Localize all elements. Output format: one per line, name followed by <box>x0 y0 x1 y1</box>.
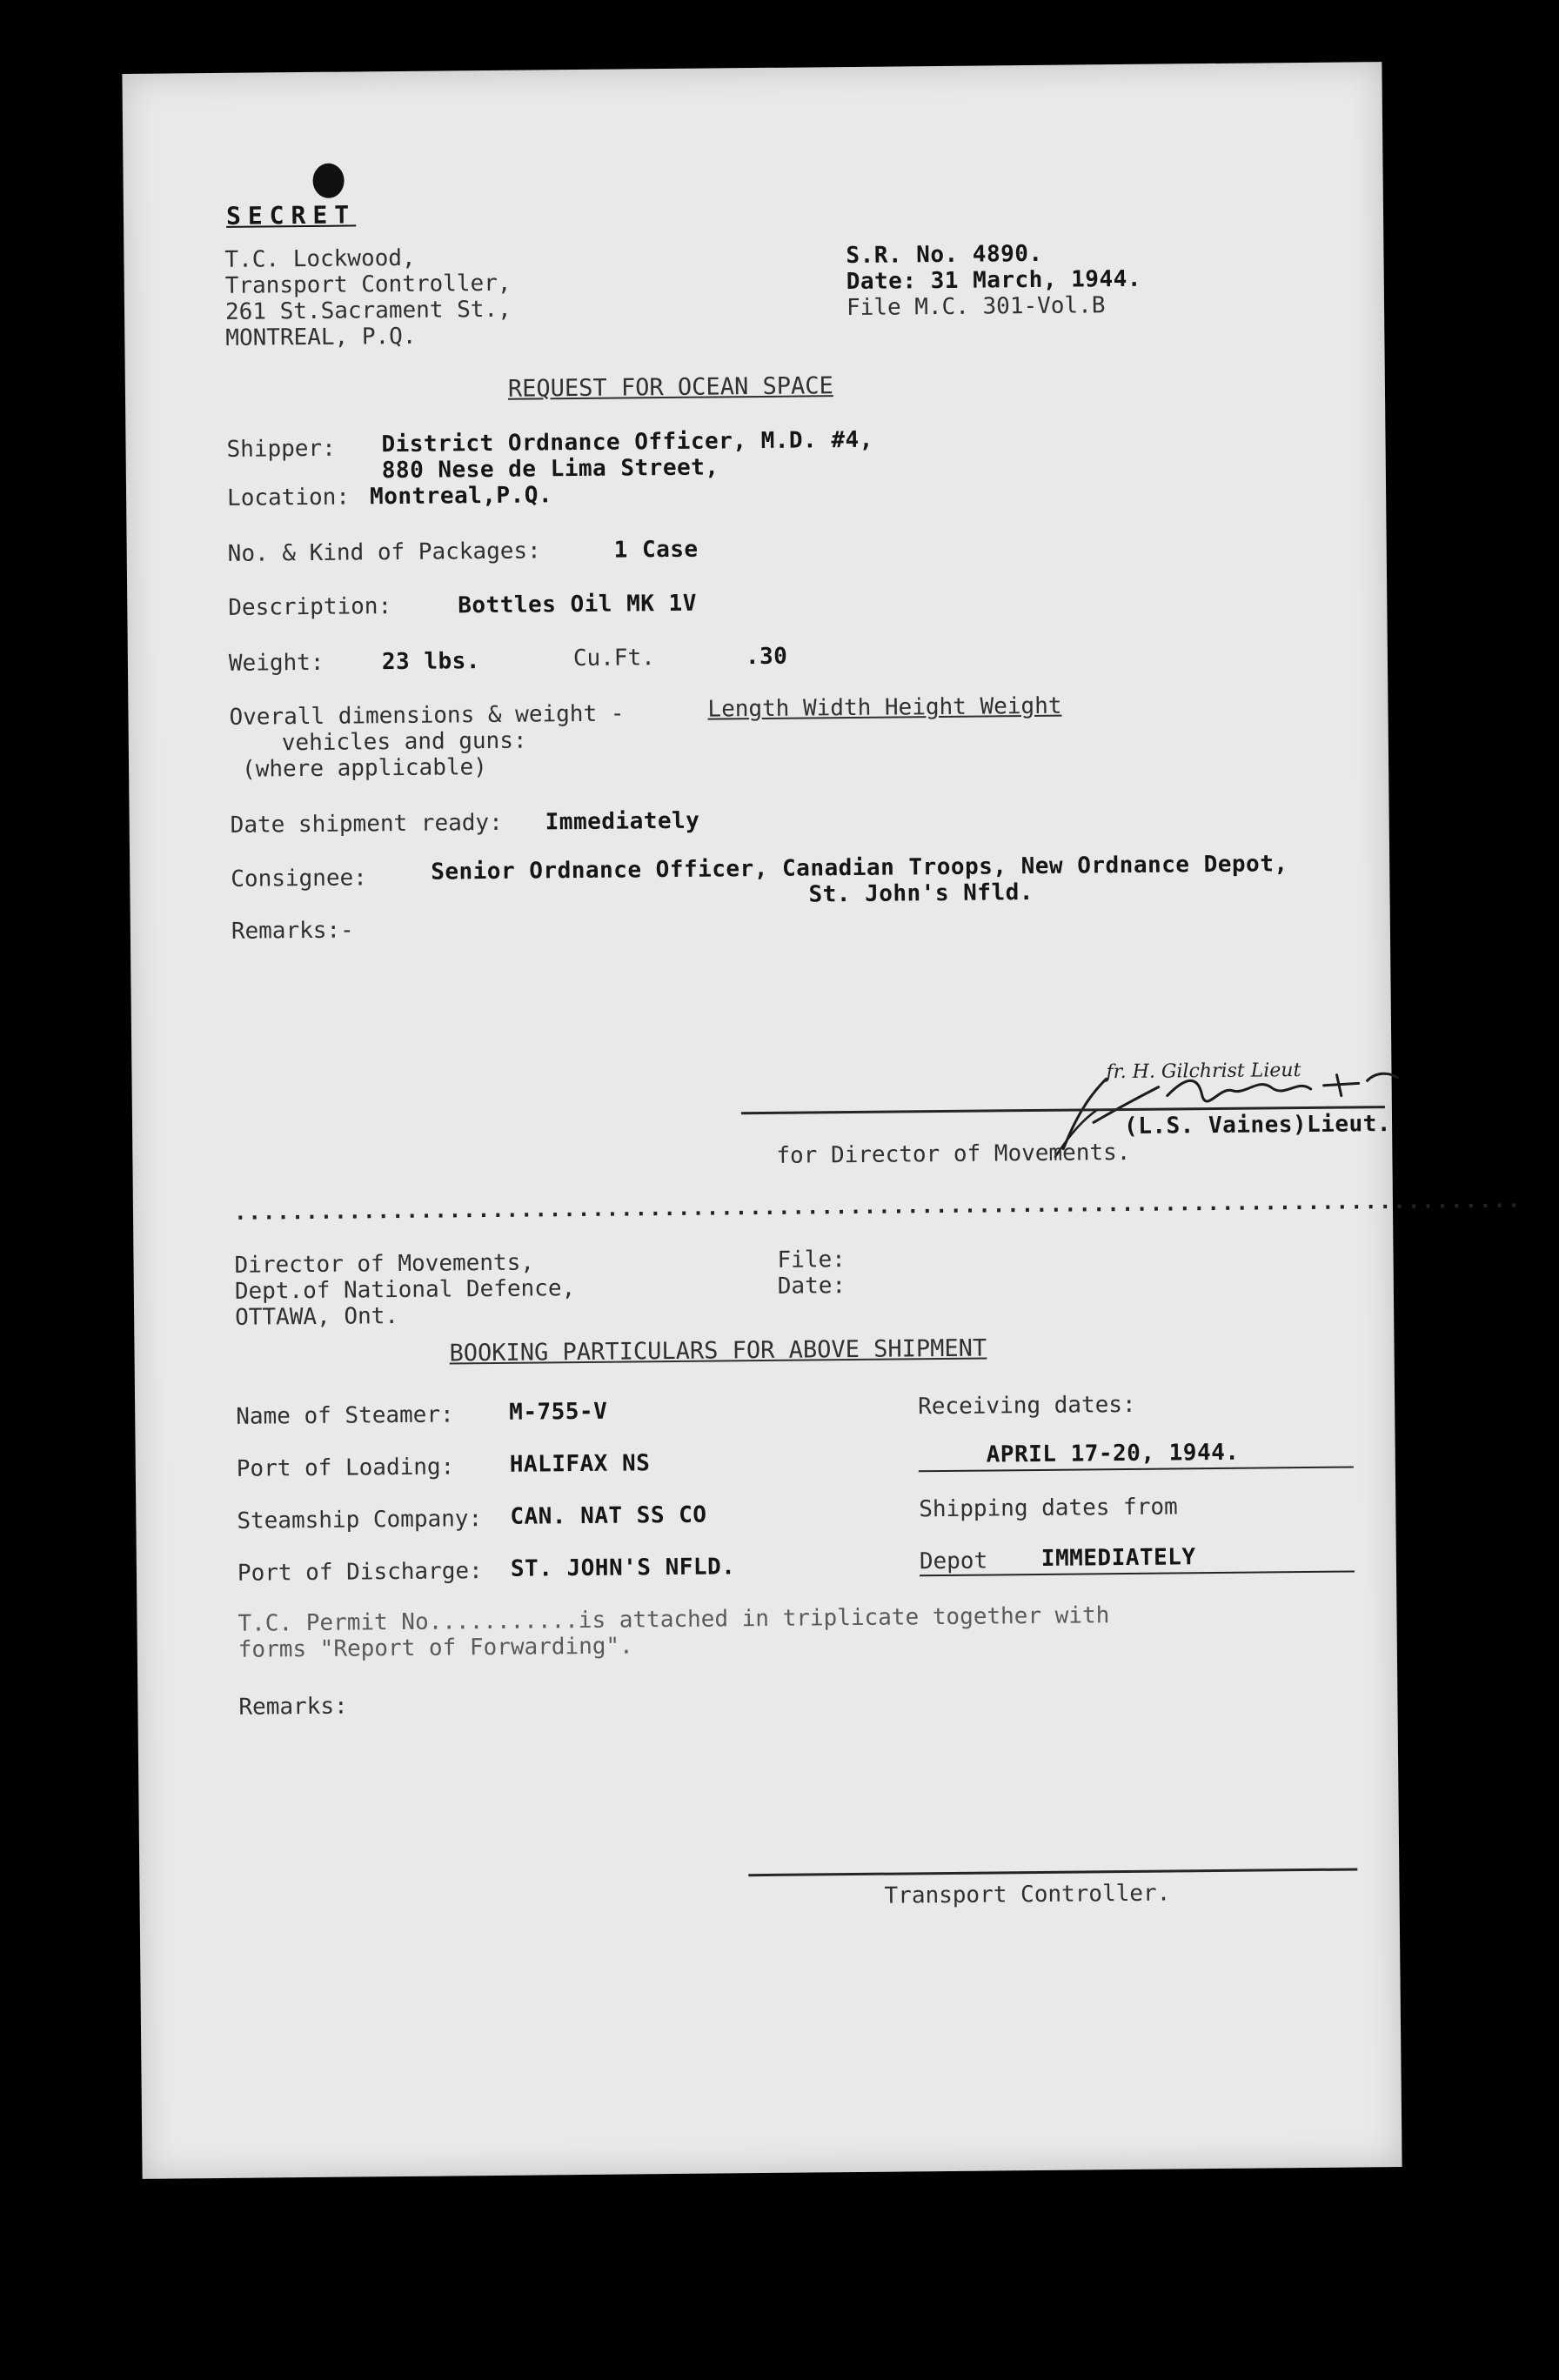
file-reference: File M.C. 301-Vol.B <box>846 292 1106 322</box>
reference-number: S.R. No. 4890. <box>846 240 1043 270</box>
booking-remarks-label: Remarks: <box>238 1693 348 1721</box>
booking-file-label: File: <box>777 1247 846 1274</box>
document-date: Date: 31 March, 1944. <box>846 265 1142 296</box>
request-title: REQUEST FOR OCEAN SPACE <box>507 372 833 403</box>
location-label: Location: <box>226 484 351 511</box>
description-label: Description: <box>228 593 392 621</box>
location-value: Montreal,P.Q. <box>369 482 553 511</box>
sender-line-1: T.C. Lockwood, <box>224 244 416 273</box>
shipping-dates-label: Shipping dates from <box>919 1494 1178 1523</box>
steamship-company-label: Steamship Company: <box>237 1506 483 1534</box>
discharge-port-value: ST. JOHN'S NFLD. <box>510 1554 736 1582</box>
ready-date-value: Immediately <box>545 807 700 836</box>
consignee-label: Consignee: <box>231 865 367 892</box>
document-page <box>122 62 1522 2179</box>
packages-label: No. & Kind of Packages: <box>227 538 541 567</box>
receiving-dates-label: Receiving dates: <box>918 1391 1136 1421</box>
ready-date-label: Date shipment ready: <box>230 809 503 839</box>
separator-dotted-line: .......................................................................................... <box>233 1187 1522 1225</box>
sender-line-4: MONTREAL, P.Q. <box>225 323 417 351</box>
cubic-feet-label: Cu.Ft. <box>572 645 655 672</box>
handwritten-signature-text: fr. H. Gilchrist Lieut <box>1106 1060 1301 1084</box>
sender-line-2: Transport Controller, <box>224 270 512 299</box>
transport-controller-label: Transport Controller. <box>884 1880 1171 1909</box>
steamer-label: Name of Steamer: <box>236 1401 454 1430</box>
punch-hole <box>312 164 344 198</box>
steamship-company-value: CAN. NAT SS CO <box>510 1501 707 1530</box>
steamer-value: M-755-V <box>509 1398 608 1426</box>
weight-label: Weight: <box>228 649 325 677</box>
recipient-line-1: Director of Movements, <box>234 1249 535 1279</box>
permit-line-2: forms "Report of Forwarding". <box>238 1633 633 1663</box>
shipper-value-line-2: 880 Nese de Lima Street, <box>381 454 719 485</box>
overall-dimensions-label: Overall dimensions & weight - <box>229 700 625 731</box>
for-director-line: for Director of Movements. <box>776 1139 1131 1169</box>
signatory-name: (L.S. Vaines)Lieut. <box>1123 1111 1392 1140</box>
sender-line-3: 261 St.Sacrament St., <box>224 296 512 325</box>
booking-date-label: Date: <box>777 1273 846 1300</box>
permit-line-1: T.C. Permit No...........is attached in triplicate together with <box>238 1602 1110 1637</box>
packages-value: 1 Case <box>613 536 699 564</box>
applicable-line: (where applicable) <box>241 754 487 783</box>
consignee-value-line-1: Senior Ordnance Officer, Canadian Troops, New Ordnance Depot, <box>431 851 1288 886</box>
shipper-label: Shipper: <box>226 435 336 463</box>
vehicles-line: vehicles and guns: <box>281 727 527 757</box>
discharge-port-label: Port of Discharge: <box>237 1558 483 1587</box>
recipient-line-2: Dept.of National Defence, <box>234 1275 576 1305</box>
shipper-value-line-1: District Ordnance Officer, M.D. #4, <box>381 426 874 458</box>
loading-port-value: HALIFAX NS <box>509 1450 651 1478</box>
receiving-dates-value: APRIL 17-20, 1944. <box>986 1439 1240 1468</box>
consignee-value-line-2: St. John's Nfld. <box>808 879 1034 908</box>
recipient-line-3: OTTAWA, Ont. <box>235 1303 399 1331</box>
depot-value: IMMEDIATELY <box>1040 1544 1196 1572</box>
description-value: Bottles Oil MK 1V <box>458 590 698 619</box>
loading-port-label: Port of Loading: <box>236 1454 455 1482</box>
cubic-feet-value: .30 <box>745 643 788 671</box>
controller-signature-rule <box>748 1868 1357 1876</box>
request-remarks-label: Remarks:- <box>231 917 354 945</box>
receiving-dates-rule <box>919 1466 1354 1472</box>
classification-stamp: SECRET <box>225 200 357 231</box>
weight-value: 23 lbs. <box>381 648 481 676</box>
booking-heading: BOOKING PARTICULARS FOR ABOVE SHIPMENT <box>449 1334 987 1367</box>
dimension-columns: Length Width Height Weight <box>707 692 1062 723</box>
depot-label: Depot <box>919 1548 988 1575</box>
